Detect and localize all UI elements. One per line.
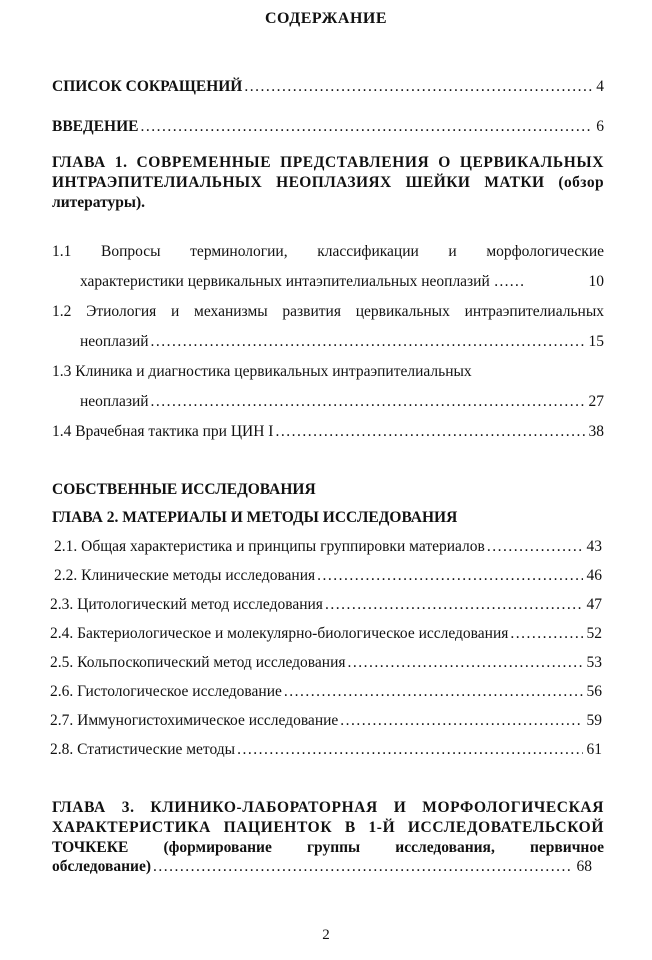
toc-leader bbox=[510, 625, 582, 643]
toc-entry-2-2[interactable] bbox=[54, 567, 602, 585]
toc-entry-label: 1.1 Вопросы терминологии, классификации и морфологические bbox=[52, 243, 604, 260]
toc-entry-1-1-cont[interactable] bbox=[80, 273, 604, 291]
toc-page-number: 15 bbox=[588, 333, 604, 350]
toc-leader bbox=[340, 712, 582, 730]
toc-page-number: 4 bbox=[596, 78, 604, 95]
toc-entry-1-3-cont[interactable] bbox=[80, 393, 604, 411]
toc-leader bbox=[151, 393, 585, 411]
toc-entry-label: 1.3 Клиника и диагностика цервикальных интраэпителиальных bbox=[52, 363, 472, 380]
toc-entry-label: 2.6. Гистологическое исследование bbox=[50, 683, 282, 700]
toc-entry-label: 2.5. Кольпоскопический метод исследования bbox=[50, 654, 346, 671]
toc-leader bbox=[348, 654, 583, 672]
toc-page-number: 38 bbox=[588, 423, 604, 440]
toc-leader bbox=[317, 567, 582, 585]
toc-entry-1-2-cont[interactable] bbox=[80, 333, 604, 351]
toc-entry-label: неоплазий bbox=[80, 393, 149, 410]
page-number: 2 bbox=[322, 927, 330, 943]
toc-page-number: 27 bbox=[588, 393, 604, 410]
toc-leader bbox=[153, 858, 573, 876]
toc-entry-label: 1.4 Врачебная тактика при ЦИН I bbox=[52, 423, 274, 440]
toc-leader bbox=[237, 741, 582, 759]
toc-page-number: 46 bbox=[586, 567, 602, 584]
toc-leader bbox=[140, 118, 592, 136]
chapter-1-heading-line: литературы). bbox=[52, 194, 146, 211]
toc-page-number: 52 bbox=[586, 625, 602, 642]
toc-page-number: 56 bbox=[586, 683, 602, 700]
toc-entry-label: 2.8. Статистические методы bbox=[50, 741, 236, 758]
chapter-3-heading-last[interactable] bbox=[52, 858, 592, 876]
toc-entry-2-3[interactable] bbox=[50, 596, 602, 614]
chapter-3-heading-line: обследование) bbox=[52, 858, 151, 875]
chapter-3-heading[interactable] bbox=[52, 798, 604, 858]
toc-page-number: 47 bbox=[586, 596, 602, 613]
toc-entry-label: 2.1. Общая характеристика и принципы группировки материалов bbox=[54, 538, 485, 555]
toc-entry-label: 2.4. Бактериологическое и молекулярно-биологическое исследования bbox=[50, 625, 509, 642]
toc-leader bbox=[325, 596, 583, 614]
toc-entry-2-4[interactable] bbox=[50, 625, 602, 643]
toc-page-number: 68 bbox=[576, 858, 592, 875]
chapter-1-heading[interactable] bbox=[52, 153, 604, 213]
chapter-1-heading-line: ГЛАВА 1. СОВРЕМЕННЫЕ ПРЕДСТАВЛЕНИЯ О ЦЕРВИКАЛЬНЫХ bbox=[52, 154, 604, 171]
own-research-heading: СОБСТВЕННЫЕ ИССЛЕДОВАНИЯ bbox=[52, 481, 316, 498]
toc-leader bbox=[487, 538, 583, 556]
toc-entry-1-2[interactable] bbox=[52, 303, 604, 321]
chapter-3-heading-line: ТОЧКЕКЕ (формирование группы исследования, первичное bbox=[52, 839, 604, 856]
toc-page-number: 6 bbox=[596, 118, 604, 135]
chapter-1-heading-line: ИНТРАЭПИТЕЛИАЛЬНЫХ НЕОПЛАЗИЯХ ШЕЙКИ МАТКИ (обзор bbox=[52, 174, 604, 191]
toc-entry-1-1[interactable] bbox=[52, 243, 604, 261]
chapter-2-heading[interactable]: ГЛАВА 2. МАТЕРИАЛЫ И МЕТОДЫ ИССЛЕДОВАНИЯ bbox=[52, 509, 458, 526]
toc-entry-2-8[interactable] bbox=[50, 741, 602, 759]
toc-entry-1-3[interactable] bbox=[52, 363, 472, 381]
toc-entry-2-5[interactable] bbox=[50, 654, 602, 672]
toc-entry-introduction[interactable] bbox=[52, 118, 604, 136]
toc-page-number: 10 bbox=[588, 273, 604, 290]
toc-entry-label: 2.2. Клинические методы исследования bbox=[54, 567, 316, 584]
toc-entry-abbreviations[interactable] bbox=[52, 78, 604, 96]
toc-page-number: 53 bbox=[586, 654, 602, 671]
toc-entry-label: 2.7. Иммуногистохимическое исследование bbox=[50, 712, 339, 729]
toc-entry-label: 2.3. Цитологический метод исследования bbox=[50, 596, 323, 613]
toc-entry-label: характеристики цервикальных интаэпителиальных неоплазий …… bbox=[80, 273, 525, 290]
toc-leader bbox=[284, 683, 583, 701]
toc-leader bbox=[275, 423, 584, 441]
toc-page-number: 61 bbox=[586, 741, 602, 758]
toc-entry-label: СПИСОК СОКРАЩЕНИЙ bbox=[52, 78, 243, 95]
toc-leader bbox=[151, 333, 585, 351]
toc-page-number: 59 bbox=[586, 712, 602, 729]
toc-entry-label: 1.2 Этиология и механизмы развития цервикальных интраэпителиальных bbox=[52, 303, 604, 320]
chapter-3-heading-line: ХАРАКТЕРИСТИКА ПАЦИЕНТОК В 1-Й ИССЛЕДОВАТЕЛЬСКОЙ bbox=[52, 819, 604, 836]
toc-page-number: 43 bbox=[586, 538, 602, 555]
toc-entry-2-1[interactable] bbox=[54, 538, 602, 556]
page-title: СОДЕРЖАНИЕ bbox=[264, 10, 388, 27]
toc-leader bbox=[244, 78, 592, 96]
chapter-3-heading-line: ГЛАВА 3. КЛИНИКО-ЛАБОРАТОРНАЯ И МОРФОЛОГИЧЕСКАЯ bbox=[52, 799, 604, 816]
toc-entry-1-4[interactable] bbox=[52, 423, 604, 441]
toc-entry-2-7[interactable] bbox=[50, 712, 602, 730]
toc-entry-label: ВВЕДЕНИЕ bbox=[52, 118, 139, 135]
toc-entry-label: неоплазий bbox=[80, 333, 149, 350]
toc-entry-2-6[interactable] bbox=[50, 683, 602, 701]
